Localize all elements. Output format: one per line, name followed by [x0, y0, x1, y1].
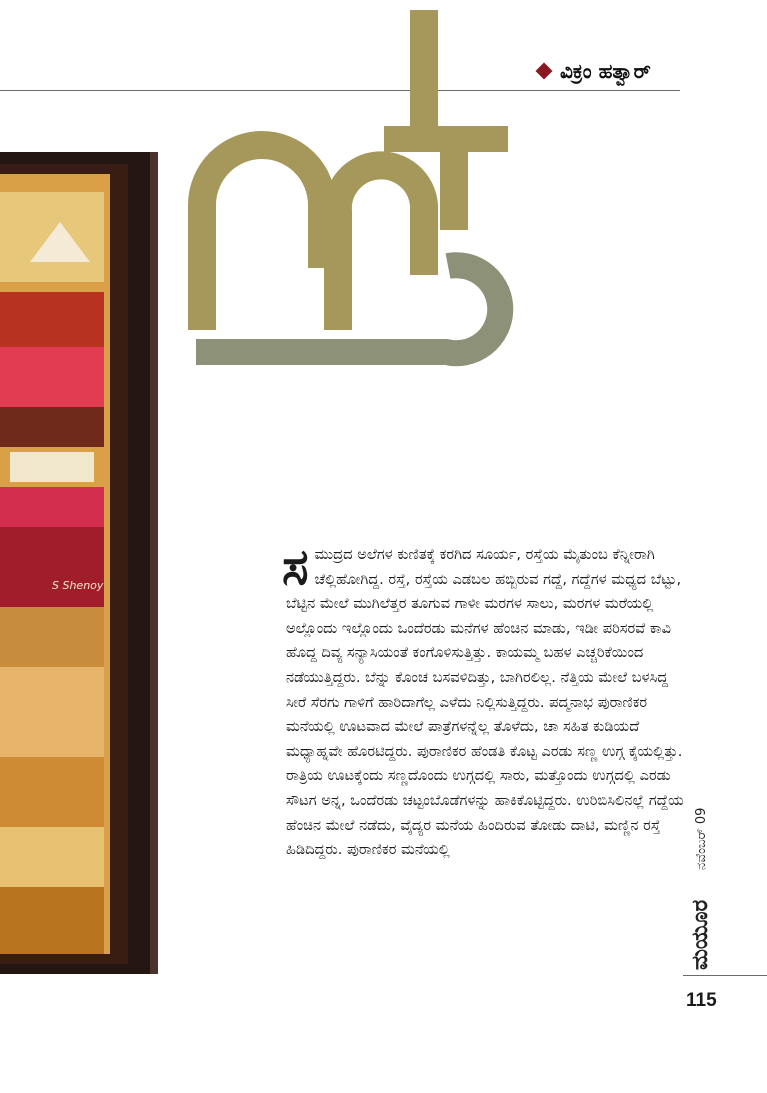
author-byline: [538, 56, 651, 86]
article-body: [282, 538, 686, 863]
page-number: 115: [686, 990, 717, 1011]
painting-image: [0, 152, 158, 974]
issue-sidebar: [686, 790, 726, 976]
drop-cap: ಸ: [282, 538, 309, 596]
footer-rule: [683, 975, 767, 976]
author-name: ವಿಕ್ರಂ ಹತ್ವಾರ್: [560, 59, 651, 83]
article-paragraph: [282, 538, 686, 863]
article-title-artwork: [188, 0, 518, 372]
magazine-name: ಮಯೂರ: [688, 899, 713, 970]
painting-signature: S Shenoy: [52, 579, 104, 592]
issue-date: ನವೆಂಬರ್ 09: [694, 807, 709, 870]
article-text: ಮುದ್ರದ ಅಲೆಗಳ ಕುಣಿತಕ್ಕೆ ಕರಗಿದ ಸೂರ್ಯ, ರಸ್ತೆಯ ಮೈತುಂಬ ಕೆನ್ನೀರಾಗಿ ಚೆಲ್ಲಿಹೋಗಿದ್ದ. ರಸ್ತೆ, ರಸ್ತೆಯ ಎಡಬಲ ಹಬ್ಬಿರುವ ಗದ್ದೆ, ಗದ್ದೆಗಳ ಮಧ್ಯದ ಬೆಟ್ಟು, ಬೆಟ್ಟಿನ ಮೇಲೆ ಮುಗಿಲೆತ್ತರ ತೂಗುವ ಗಾಳೀ ಮರಗಳ ಸಾಲು, ಮರಗಳ ಮರೆಯಲ್ಲಿ ಅಲ್ಲೊಂದು ಇಲ್ಲೊಂದು ಒಂದೆರಡು ಮನೆಗಳ ಹೆಂಚಿನ ಮಾಡು, ಇಡೀ ಪರಿಸರವೆ ಕಾವಿ ಹೊದ್ದ ದಿವ್ಯ ಸನ್ಯಾಸಿಯಂತೆ ಕಂಗೊಳಿಸುತ್ತಿತ್ತು. ಕಾಯಮ್ಮ ಬಹಳ ಎಚ್ಚರಿಕೆಯಿಂದ ನಡೆಯುತ್ತಿದ್ದರು. ಬೆನ್ನು ಕೊಂಚ ಬಸವಳಿದಿತ್ತು, ಬಾಗಿರಲಿಲ್ಲ. ನೆತ್ತಿಯ ಮೇಲೆ ಬಳಸಿದ್ದ ಸೀರೆ ಸೆರಗು ಗಾಳಿಗೆ ಹಾರಿದಾಗೆಲ್ಲ ಎಳೆದು ನಿಲ್ಲಿಸುತ್ತಿದ್ದರು. ಪದ್ಮನಾಭ ಪುರಾಣಿಕರ ಮನೆಯಲ್ಲಿ ಊಟವಾದ ಮೇಲೆ ಪಾತ್ರೆಗಳನ್ನೆಲ್ಲ ತೊಳೆದು, ಚಾ ಸಹಿತ ಕುಡಿಯದೆ ಮಧ್ಯಾಹ್ನವೇ ಹೊರಟಿದ್ದರು. ಪುರಾಣಿಕರ ಹೆಂಡತಿ ಕೊಟ್ಟ ಎರಡು ಸಣ್ಣ ಉಗ್ಗ ಕೈಯಲ್ಲಿತ್ತು. ರಾತ್ರಿಯ ಊಟಕ್ಕೆಂದು ಸಣ್ಣದೊಂದು ಉಗ್ಗದಲ್ಲಿ ಸಾರು, ಮತ್ತೊಂದು ಉಗ್ಗದಲ್ಲಿ ಎರಡು ಸೌಟಗ ಅನ್ನ, ಒಂದೆರಡು ಚಟ್ಟಂಬೊಡೆಗಳನ್ನು ಹಾಕಿಕೊಟ್ಟಿದ್ದರು. ಉರಿಬಿಸಿಲಿನಲ್ಲೆ ಗದ್ದೆಯ ಹೆಂಚಿನ ಮೇಲೆ ನಡೆದು, ವೈದ್ಯರ ಮನೆಯ ಹಿಂದಿರುವ ತೋಡು ದಾಟಿ, ಮಣ್ಣಿನ ರಸ್ತೆ ಹಿಡಿದಿದ್ದರು. ಪುರಾಣಿಕರ ಮನೆಯಲ್ಲಿ: [286, 546, 684, 859]
diamond-bullet-icon: [536, 63, 553, 80]
